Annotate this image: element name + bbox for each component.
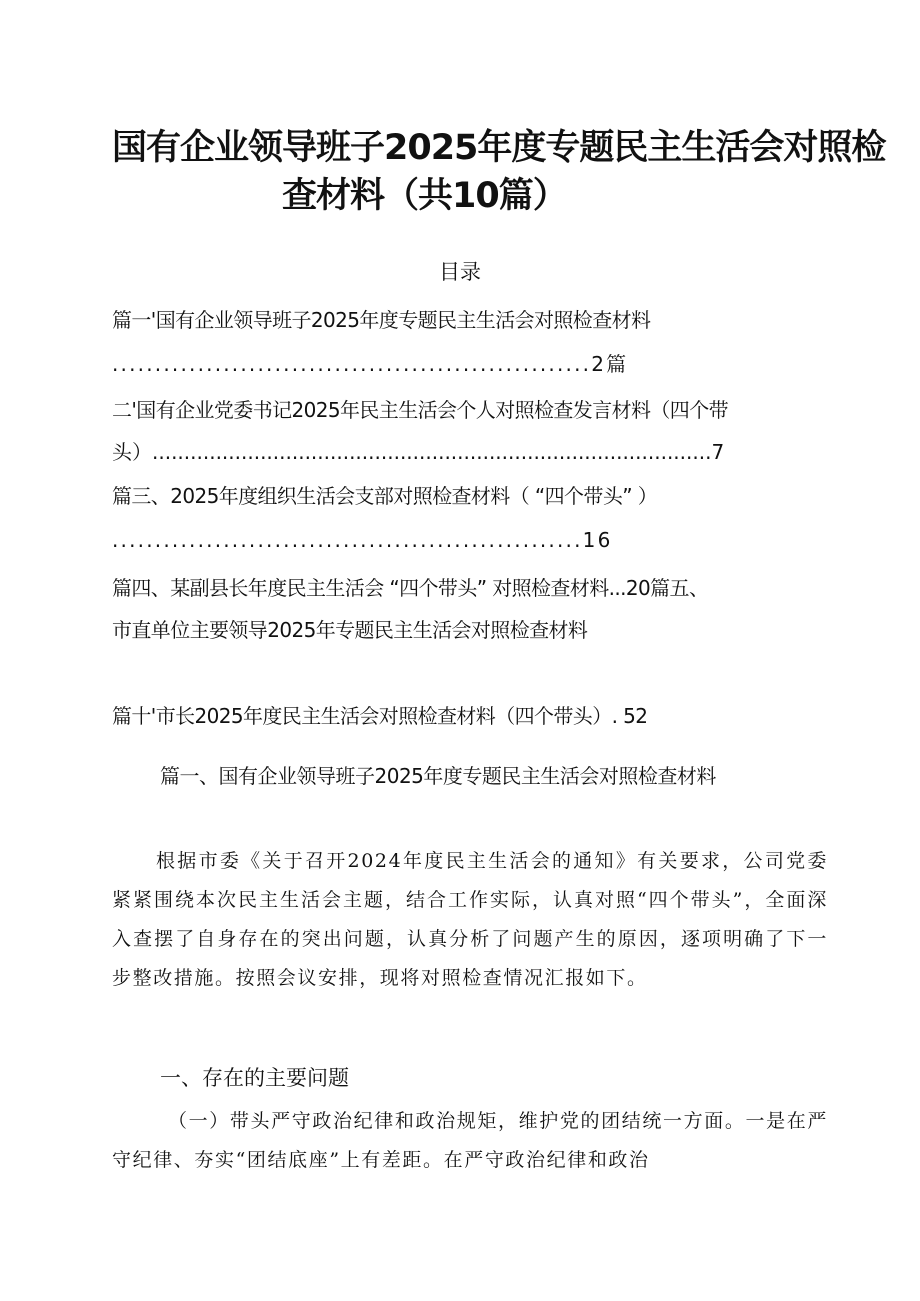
document-title-line-1: 国有企业领导班子2025年度专题民主生活会对照检 xyxy=(112,128,886,168)
toc-entry[interactable]: 篇四、某副县长年度民主生活会 “四个带头” 对照检查材料...20篇五、 xyxy=(112,576,709,600)
toc-entry[interactable]: 市直单位主要领导2025年专题民主生活会对照检查材料 xyxy=(112,618,588,642)
body-paragraph: 根据市委《关于召开2024年度民主生活会的通知》有关要求，公司党委紧紧围绕本次民主生活会主题，结合工作实际，认真对照“四个带头”，全面深入查摆了自身存在的突出问题，认真分析了问题产生的原因，逐项明确了下一步整改措施。按照会议安排，现将对照检查情况汇报如下。 xyxy=(112,850,828,989)
article-title: 篇一、国有企业领导班子2025年度专题民主生活会对照检查材料 xyxy=(160,764,716,788)
toc-entry[interactable]: 二'国有企业党委书记2025年民主生活会个人对照检查发言材料（四个带 xyxy=(112,398,728,422)
document-title-line-2: 查材料（共10篇） xyxy=(282,176,567,216)
section-heading: 一、存在的主要问题 xyxy=(160,1066,349,1090)
toc-entry[interactable]: .......................................................16 xyxy=(112,528,613,552)
toc-entry[interactable]: ........................................................2篇 xyxy=(112,352,629,376)
toc-entry[interactable]: 篇一'国有企业领导班子2025年度专题民主生活会对照检查材料 xyxy=(112,308,651,332)
toc-heading: 目录 xyxy=(439,260,481,284)
body-paragraph: （一）带头严守政治纪律和政治规矩，维护党的团结统一方面。一是在严守纪律、夯实“团结底座”上有差距。在严守政治纪律和政治 xyxy=(112,1110,828,1171)
toc-entry[interactable]: 篇三、2025年度组织生活会支部对照检查材料（ “四个带头” ） xyxy=(112,484,658,508)
toc-entry[interactable]: 头）........................................................................................7 xyxy=(112,440,725,464)
toc-entry[interactable]: 篇十'市长2025年度民主生活会对照检查材料（四个带头）. 52 xyxy=(112,704,648,728)
